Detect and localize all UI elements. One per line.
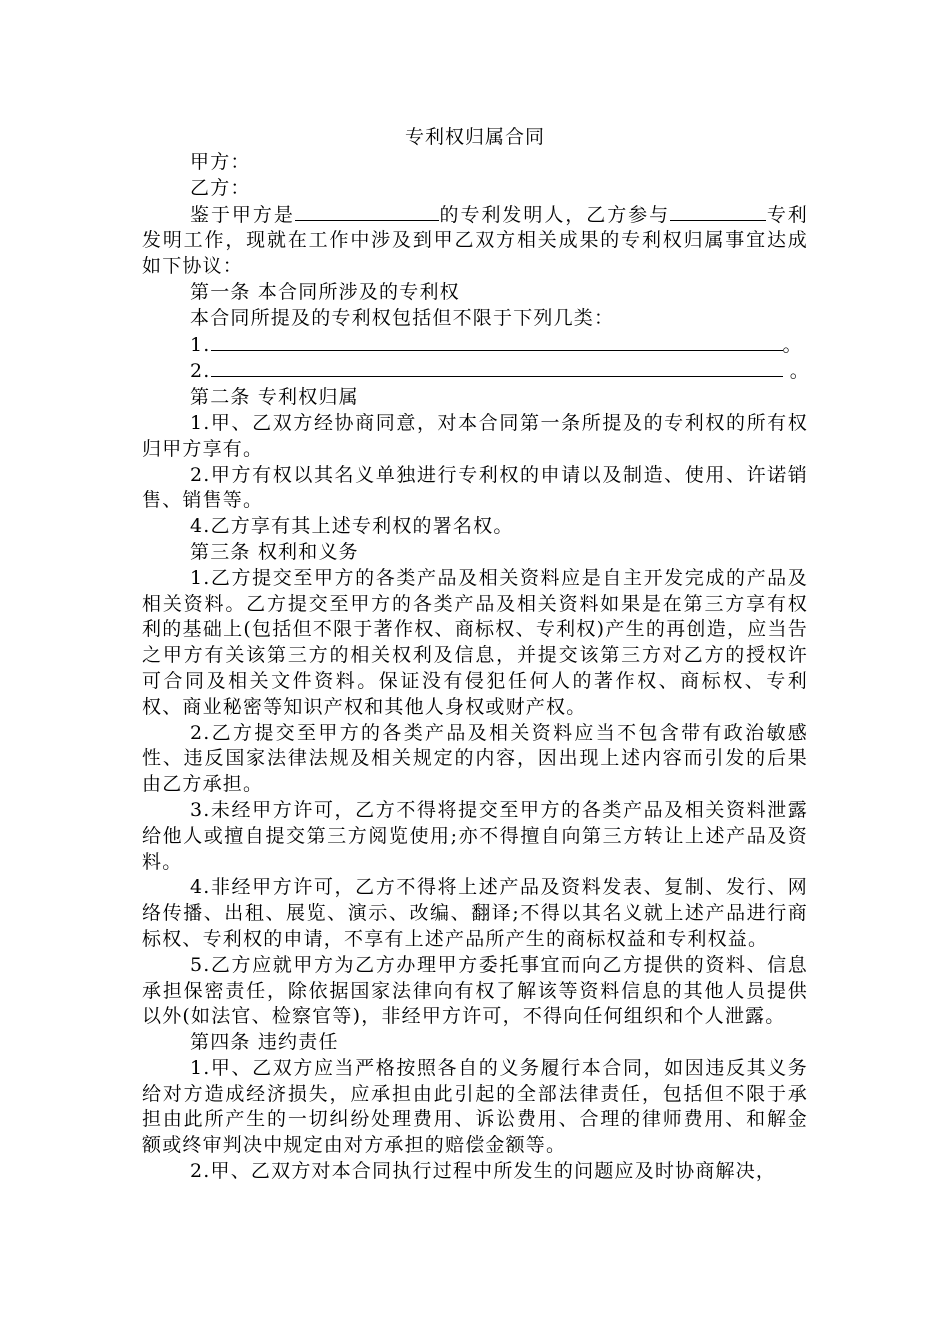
article3-clause: 1.乙方提交至甲方的各类产品及相关资料应是自主开发完成的产品及相关资料。乙方提交至甲方的各类产品及相关资料如果是在第三方享有权利的基础上(包括但不限于著作权、商标权、专利权)产生的再创造，应当告之甲方有关该第三方的相关权利及信息，并提交该第三方对乙方的授权许可合同及相关文件资料。保证没有侵犯任何人的著作权、商标权、专利权、商业秘密等知识产权和其他人身权或财产权。 bbox=[142, 566, 808, 718]
patent-item-1 bbox=[142, 332, 808, 359]
preamble-paragraph bbox=[142, 202, 808, 280]
article2-clause: 2.甲方有权以其名义单独进行专利权的申请以及制造、使用、许诺销售、销售等。 bbox=[142, 463, 808, 512]
contract-title: 专利权归属合同 bbox=[404, 126, 545, 148]
patent-item-1-blank[interactable] bbox=[211, 332, 783, 351]
article4-heading: 第四条 违约责任 bbox=[190, 1031, 339, 1054]
article3-clause: 3.未经甲方许可，乙方不得将提交至甲方的各类产品及相关资料泄露给他人或擅自提交第三方阅览使用;亦不得擅自向第三方转让上述产品及资料。 bbox=[142, 798, 808, 873]
patent-item-1-number: 1. bbox=[190, 333, 211, 356]
preamble-text-2: 的专利发明人，乙方参与 bbox=[438, 203, 671, 226]
party-a-line: 甲方： bbox=[190, 151, 251, 173]
preamble-text-3: 专利发明工作，现就在工作中涉及到甲乙双方相关成果的专利权归属事宜达成如下协议： bbox=[142, 203, 808, 278]
patent-item-1-end: 。 bbox=[782, 333, 803, 356]
patent-item-2 bbox=[142, 358, 808, 385]
article3-clause: 2.乙方提交至甲方的各类产品及相关资料应当不包含带有政治敏感性、违反国家法律法规及相关规定的内容，因出现上述内容而引发的后果由乙方承担。 bbox=[142, 721, 808, 796]
patent-item-2-end: 。 bbox=[782, 360, 810, 383]
article2-clause: 4.乙方享有其上述专利权的署名权。 bbox=[190, 515, 514, 538]
article1-intro: 本合同所提及的专利权包括但不限于下列几类： bbox=[190, 306, 615, 329]
article2-heading: 第二条 专利权归属 bbox=[190, 386, 359, 409]
article3-clause: 5.乙方应就甲方为乙方办理甲方委托事宜而向乙方提供的资料、信息承担保密责任，除依据国家法律向有权了解该等资料信息的其他人员提供以外(如法官、检察官等)，非经甲方许可，不得向任何组织和个人泄露。 bbox=[142, 953, 808, 1028]
article2-clause: 1.甲、乙双方经协商同意，对本合同第一条所提及的专利权的所有权归甲方享有。 bbox=[142, 411, 808, 460]
participation-blank[interactable] bbox=[670, 202, 766, 221]
article4-clause: 2.甲、乙双方对本合同执行过程中所发生的问题应及时协商解决， bbox=[190, 1160, 777, 1183]
party-b-line: 乙方： bbox=[190, 176, 251, 199]
patent-item-2-blank[interactable] bbox=[211, 358, 783, 377]
article1-heading: 第一条 本合同所涉及的专利权 bbox=[190, 280, 460, 303]
patent-item-2-number: 2. bbox=[190, 360, 211, 383]
preamble-text-1: 鉴于甲方是 bbox=[190, 203, 295, 226]
contract-body bbox=[142, 150, 808, 1185]
article3-clause: 4.非经甲方许可，乙方不得将上述产品及资料发表、复制、发行、网络传播、出租、展览、演示、改编、翻译;不得以其名义就上述产品进行商标权、专利权的申请，不享有上述产品所产生的商标权益和专利权益。 bbox=[142, 876, 808, 950]
article4-clause: 1.甲、乙双方应当严格按照各自的义务履行本合同，如因违反其义务给对方造成经济损失，应承担由此引起的全部法律责任，包括但不限于承担由此所产生的一切纠纷处理费用、诉讼费用、合理的律师费用、和解金额或终审判决中规定由对方承担的赔偿金额等。 bbox=[142, 1056, 808, 1157]
article3-heading: 第三条 权利和义务 bbox=[190, 540, 359, 563]
inventor-blank[interactable] bbox=[295, 202, 439, 221]
